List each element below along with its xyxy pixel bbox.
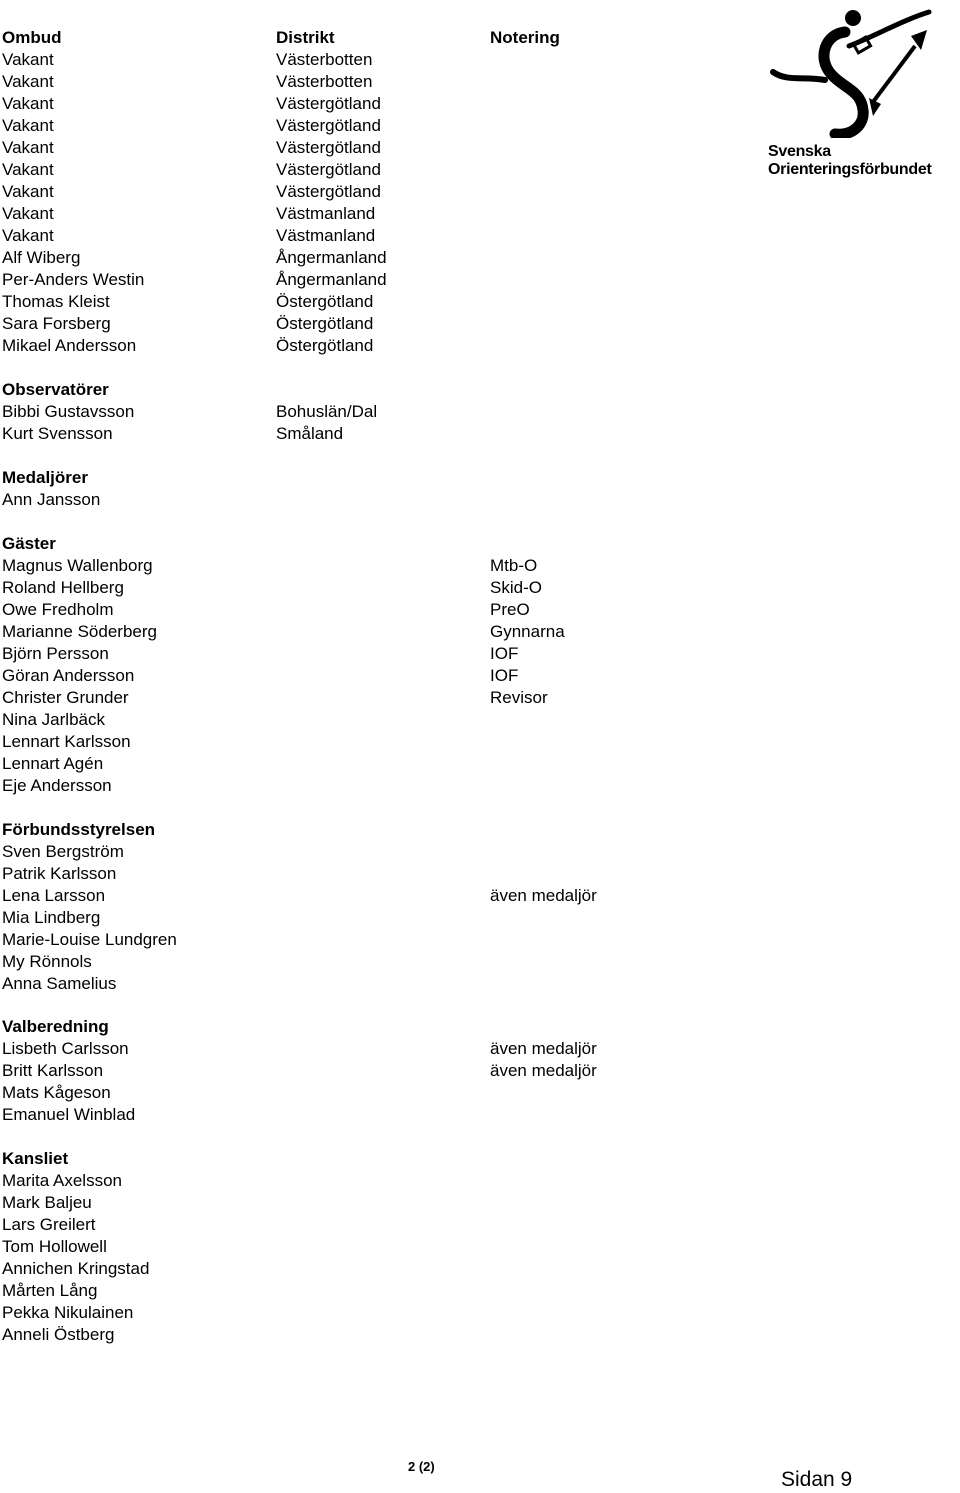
row-district: Västerbotten [276, 50, 373, 69]
page-number: 2 (2) [408, 1459, 435, 1474]
table-row [0, 863, 760, 885]
table-row [0, 1038, 760, 1060]
table-row [0, 423, 760, 445]
table-row [0, 929, 760, 951]
row-name: Vakant [2, 182, 54, 201]
row-name: Ann Jansson [2, 490, 101, 509]
logo-text-svenska: Svenska [768, 143, 831, 160]
table-row [0, 489, 760, 511]
section-title-forbundsstyrelsen: Förbundsstyrelsen [2, 820, 156, 839]
row-district: Bohuslän/Dal [276, 402, 378, 421]
row-note: Gynnarna [490, 622, 565, 641]
table-row [0, 577, 760, 599]
logo-text-orienteringsforbundet: Orienteringsförbundet [768, 161, 932, 178]
table-row [0, 687, 760, 709]
table-row [0, 225, 760, 247]
row-name: Anna Samelius [2, 974, 117, 993]
table-row [0, 291, 760, 313]
table-row [0, 313, 760, 335]
table-row [0, 753, 760, 775]
row-note: Revisor [490, 688, 548, 707]
row-name: Thomas Kleist [2, 292, 110, 311]
row-district: Västergötland [276, 138, 381, 157]
header-distrikt: Distrikt [276, 28, 335, 47]
row-name: Sara Forsberg [2, 314, 111, 333]
row-name: Vakant [2, 226, 54, 245]
table-row [0, 71, 760, 93]
row-name: Roland Hellberg [2, 578, 124, 597]
table-row [0, 203, 760, 225]
row-name: Björn Persson [2, 644, 109, 663]
row-district: Ångermanland [276, 248, 387, 267]
sidan-label: Sidan 9 [781, 1468, 853, 1491]
table-row [0, 1192, 760, 1214]
table-row [0, 951, 760, 973]
row-name: Owe Fredholm [2, 600, 114, 619]
row-name: Vakant [2, 138, 54, 157]
row-name: Kurt Svensson [2, 424, 113, 443]
row-name: Emanuel Winblad [2, 1105, 136, 1124]
table-row [0, 1082, 760, 1104]
orienteer-figure-icon [765, 6, 959, 138]
row-name: Bibbi Gustavsson [2, 402, 135, 421]
table-row [0, 159, 760, 181]
row-name: Pekka Nikulainen [2, 1303, 134, 1322]
row-name: Vakant [2, 94, 54, 113]
table-row [0, 247, 760, 269]
table-row [0, 665, 760, 687]
table-row [0, 1258, 760, 1280]
row-district: Västergötland [276, 116, 381, 135]
table-row [0, 643, 760, 665]
row-note: PreO [490, 600, 530, 619]
row-name: Patrik Karlsson [2, 864, 117, 883]
row-name: Vakant [2, 50, 54, 69]
row-name: Mårten Lång [2, 1281, 98, 1300]
table-row [0, 731, 760, 753]
row-district: Västergötland [276, 94, 381, 113]
table-row [0, 1324, 760, 1346]
table-row [0, 335, 760, 357]
row-name: Marianne Söderberg [2, 622, 157, 641]
row-district: Västerbotten [276, 72, 373, 91]
table-row [0, 709, 760, 731]
table-row [0, 181, 760, 203]
row-district: Västergötland [276, 182, 381, 201]
table-row [0, 93, 760, 115]
row-district: Östergötland [276, 292, 374, 311]
row-name: Lennart Agén [2, 754, 104, 773]
row-name: Anneli Östberg [2, 1325, 115, 1344]
row-district: Västmanland [276, 204, 376, 223]
row-district: Småland [276, 424, 344, 443]
row-name: Lars Greilert [2, 1215, 96, 1234]
table-row [0, 599, 760, 621]
row-note: även medaljör [490, 1061, 597, 1080]
table-row [0, 1104, 760, 1126]
row-name: Vakant [2, 160, 54, 179]
row-name: Annichen Kringstad [2, 1259, 150, 1278]
row-name: Göran Andersson [2, 666, 135, 685]
row-name: Mats Kågeson [2, 1083, 111, 1102]
table-row [0, 1170, 760, 1192]
table-row [0, 1302, 760, 1324]
row-name: Magnus Wallenborg [2, 556, 153, 575]
table-row [0, 621, 760, 643]
row-note: även medaljör [490, 1039, 597, 1058]
section-title-observatorer: Observatörer [2, 380, 109, 399]
row-name: Mia Lindberg [2, 908, 101, 927]
row-note: IOF [490, 644, 519, 663]
table-row [0, 973, 760, 995]
row-name: Vakant [2, 204, 54, 223]
table-row [0, 841, 760, 863]
row-district: Ångermanland [276, 270, 387, 289]
section-title-gaster: Gäster [2, 534, 56, 553]
row-name: Alf Wiberg [2, 248, 81, 267]
row-name: Vakant [2, 116, 54, 135]
section-title-medaljorer: Medaljörer [2, 468, 88, 487]
row-name: Sven Bergström [2, 842, 124, 861]
logo [765, 6, 959, 182]
section-title-kansliet: Kansliet [2, 1149, 69, 1168]
row-name: Mikael Andersson [2, 336, 137, 355]
row-note: även medaljör [490, 886, 597, 905]
row-district: Östergötland [276, 336, 374, 355]
table-row [0, 1280, 760, 1302]
table-row [0, 137, 760, 159]
table-row [0, 115, 760, 137]
row-name: Mark Baljeu [2, 1193, 92, 1212]
table-row [0, 885, 760, 907]
row-district: Västmanland [276, 226, 376, 245]
table-row [0, 775, 760, 797]
row-name: Vakant [2, 72, 54, 91]
row-name: Eje Andersson [2, 776, 112, 795]
table-row [0, 1060, 760, 1082]
row-note: Skid-O [490, 578, 542, 597]
row-name: Nina Jarlbäck [2, 710, 105, 729]
row-note: IOF [490, 666, 519, 685]
table-row [0, 1214, 760, 1236]
row-district: Östergötland [276, 314, 374, 333]
header-ombud: Ombud [2, 28, 62, 47]
row-name: Lena Larsson [2, 886, 106, 905]
row-name: Tom Hollowell [2, 1237, 107, 1256]
row-name: Lisbeth Carlsson [2, 1039, 129, 1058]
row-district: Västergötland [276, 160, 381, 179]
table-row [0, 907, 760, 929]
row-note: Mtb-O [490, 556, 538, 575]
row-name: Marie-Louise Lundgren [2, 930, 177, 949]
table-row [0, 49, 760, 71]
row-name: Per-Anders Westin [2, 270, 145, 289]
table-row [0, 269, 760, 291]
section-title-valberedning: Valberedning [2, 1017, 109, 1036]
row-name: Christer Grunder [2, 688, 129, 707]
row-name: Britt Karlsson [2, 1061, 104, 1080]
header-notering: Notering [490, 28, 560, 47]
table-row [0, 555, 760, 577]
row-name: Lennart Karlsson [2, 732, 131, 751]
table-header [0, 27, 760, 49]
table-row [0, 401, 760, 423]
row-name: Marita Axelsson [2, 1171, 122, 1190]
row-name: My Rönnols [2, 952, 92, 971]
table-row [0, 1236, 760, 1258]
